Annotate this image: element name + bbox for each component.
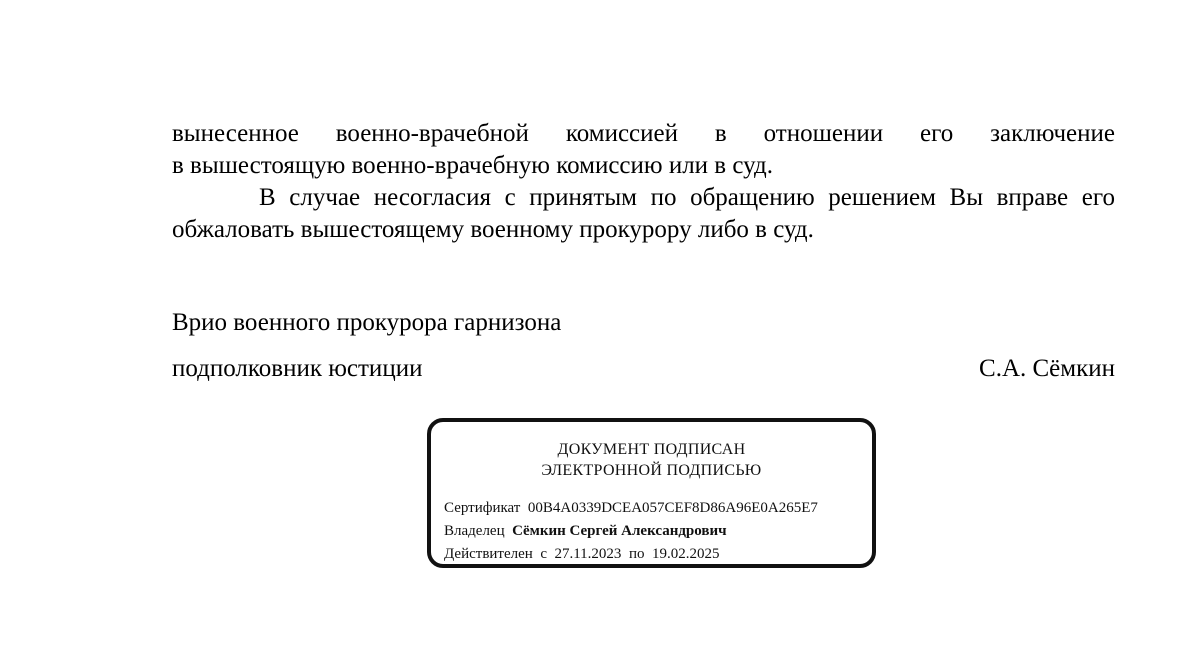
certificate-label: Сертификат (444, 500, 521, 516)
stamp-certificate-row (444, 498, 818, 518)
body-paragraph-2-line-1: В случае несогласия с принятым по обращению решением Вы вправе его (259, 184, 1115, 211)
signatory-position-line-1: Врио военного прокурора гарнизона (172, 309, 562, 336)
valid-to-label: по (628, 546, 645, 562)
stamp-validity-row (444, 544, 719, 564)
stamp-owner-row (444, 521, 727, 541)
owner-label: Владелец (444, 523, 505, 539)
signatory-position-line-2: подполковник юстиции (172, 355, 423, 382)
valid-to-date: 19.02.2025 (651, 546, 720, 562)
electronic-signature-stamp (427, 418, 876, 568)
body-paragraph-1-line-2: в вышестоящую военно-врачебную комиссию или в суд. (172, 152, 774, 179)
owner-value: Сёмкин Сергей Александрович (512, 523, 727, 539)
stamp-title-line-1: ДОКУМЕНТ ПОДПИСАН (557, 441, 746, 458)
signatory-name: С.А. Сёмкин (979, 355, 1115, 382)
valid-label: Действителен (444, 546, 533, 562)
certificate-value: 00B4A0339DCEA057CEF8D86A96E0A265E7 (527, 500, 818, 516)
valid-from-label: с (540, 546, 547, 562)
stamp-title-line-2: ЭЛЕКТРОННОЙ ПОДПИСЬЮ (541, 462, 762, 479)
body-paragraph-1-line-1: вынесенное военно-врачебной комиссией в отношении его заключение (172, 120, 1115, 147)
body-paragraph-2-line-2: обжаловать вышестоящему военному прокурору либо в суд. (172, 216, 814, 243)
valid-from-date: 27.11.2023 (554, 546, 622, 562)
